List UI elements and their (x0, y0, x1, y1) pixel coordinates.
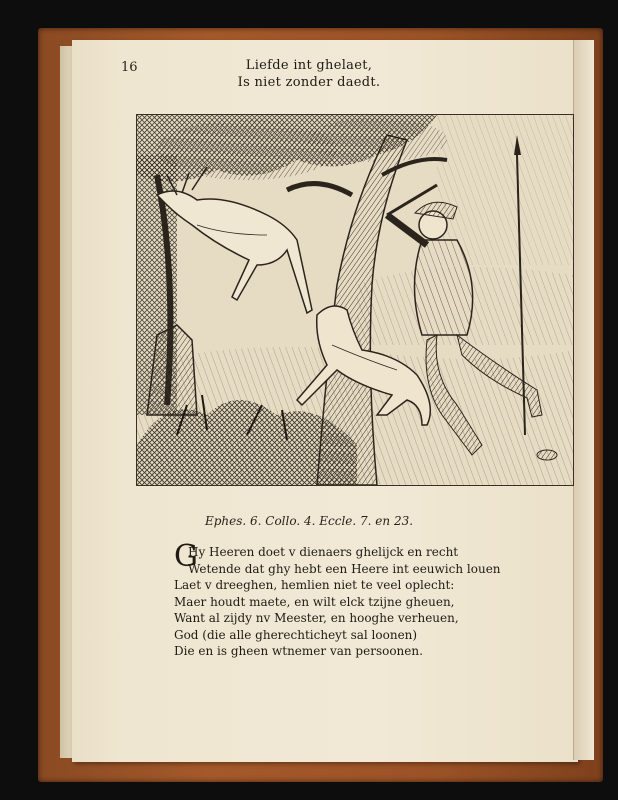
verse-text (174, 539, 554, 660)
verse-line: God (die alle gherechticheyt sal loonen) (174, 627, 418, 642)
verse-line: Wetende dat ghy hebt een Heere int eeuwich louen (188, 561, 501, 576)
page-title-line-1: Liefde int ghelaet, (245, 58, 373, 73)
scripture-reference: Ephes. 6. Collo. 4. Eccle. 7. en 23. (204, 514, 414, 528)
engraving-illustration (136, 114, 574, 486)
verse-drop-cap: G (174, 539, 198, 574)
verse-line: Die en is gheen wtnemer van persoonen. (174, 644, 423, 658)
verse-line: Maer houdt maete, en wilt elck tzijne gheuen, (174, 594, 455, 609)
verse-line: Hy Heeren doet v dienaers ghelijck en recht (188, 545, 459, 559)
facing-page-edge (573, 40, 594, 760)
verse-line: Laet v dreeghen, hemlien niet te veel oplecht: (174, 578, 455, 592)
page-title-line-2: Is niet zonder daedt. (237, 75, 381, 90)
verse-line: Want al zijdy nv Meester, en hooghe verheuen, (174, 611, 459, 625)
page-number: 16 (121, 60, 138, 75)
